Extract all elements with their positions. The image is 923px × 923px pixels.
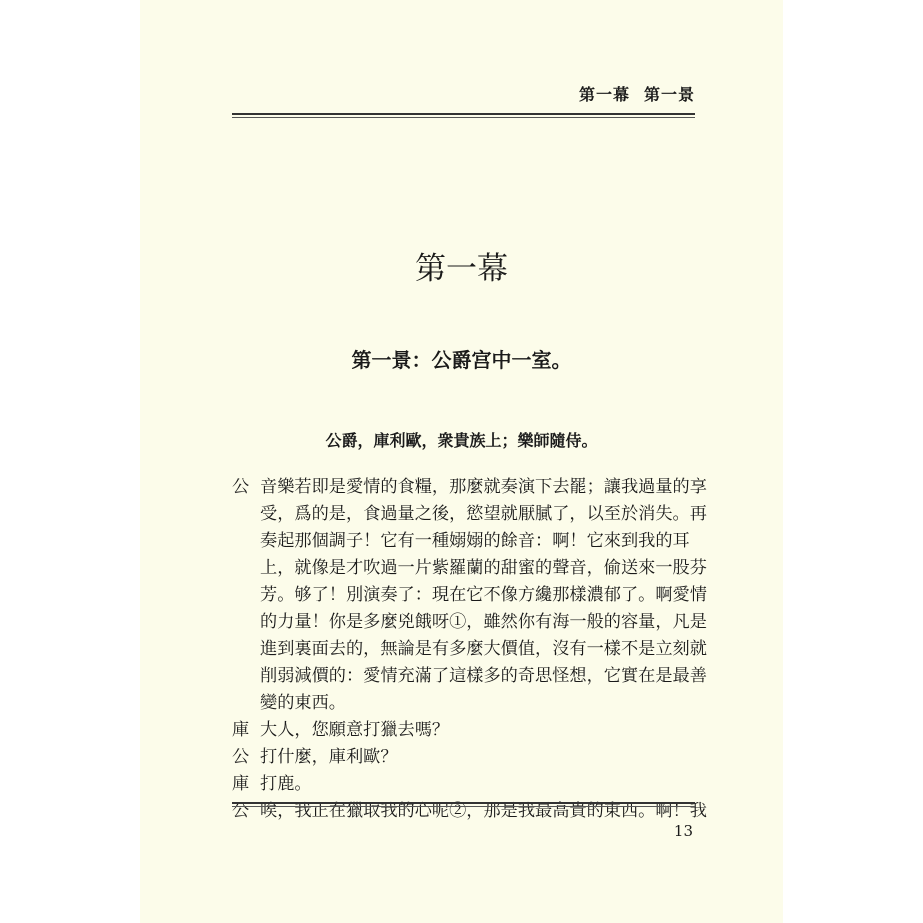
dialogue [232,474,707,825]
page-number: 13 [673,822,693,840]
speech-line: 削弱減價的：愛情充滿了這樣多的奇思怪想，它實在是最善 [260,666,707,686]
speech-line: 進到裏面去的，無論是有多麼大價值，沒有一樣不是立刻就 [260,639,707,659]
speaker-label: 公 [232,747,250,767]
header-rule [232,113,695,118]
dialogue-entry [232,717,697,744]
running-head-act: 第一幕 [578,85,630,104]
speech-line: 唉，我正在獵取我的心呢②，那是我最高貴的東西。啊！我 [260,801,707,821]
dialogue-entry [232,744,697,771]
scene-title: 第一景：公爵宫中一室。 [351,348,572,372]
speech-text [260,771,697,798]
speech-line: 的力量！你是多麼兇餓呀①，雖然你有海一般的容量，凡是 [260,612,707,632]
speech-line: 變的東西。 [260,693,346,713]
speaker-label: 庫 [232,774,250,794]
speech-text [260,717,697,744]
speech-line: 打鹿。 [260,774,312,794]
speech-text [260,744,697,771]
act-title: 第一幕 [415,251,508,287]
stage-direction: 公爵，庫利歐，衆貴族上；樂師隨侍。 [325,431,598,450]
speech-line: 奏起那個調子！它有一種嫋嫋的餘音：啊！它來到我的耳 [260,531,690,551]
speaker-label: 公 [232,477,250,497]
speech-line: 受，爲的是，食過量之後，慾望就厭膩了，以至於消失。再 [260,504,707,524]
speech-line: 芳。够了！別演奏了：現在它不像方纔那樣濃郁了。啊愛情 [260,585,707,605]
book-page [140,0,783,923]
speech-line: 上，就像是才吹過一片紫羅蘭的甜蜜的聲音，偷送來一股芬 [260,558,707,578]
dialogue-entry [232,771,697,798]
running-head [579,82,695,105]
speech-line: 打什麼，庫利歐？ [260,747,398,767]
speech-line: 音樂若即是愛情的食糧，那麼就奏演下去罷；讓我過量的享 [260,477,707,497]
running-head-scene: 第一景 [643,85,695,104]
speech-text [260,474,707,717]
speech-line: 大人，您願意打獵去嗎？ [260,720,450,740]
dialogue-entry [232,474,707,717]
footer-rule [232,802,695,807]
speaker-label: 庫 [232,720,250,740]
speaker-label: 公 [232,801,250,821]
